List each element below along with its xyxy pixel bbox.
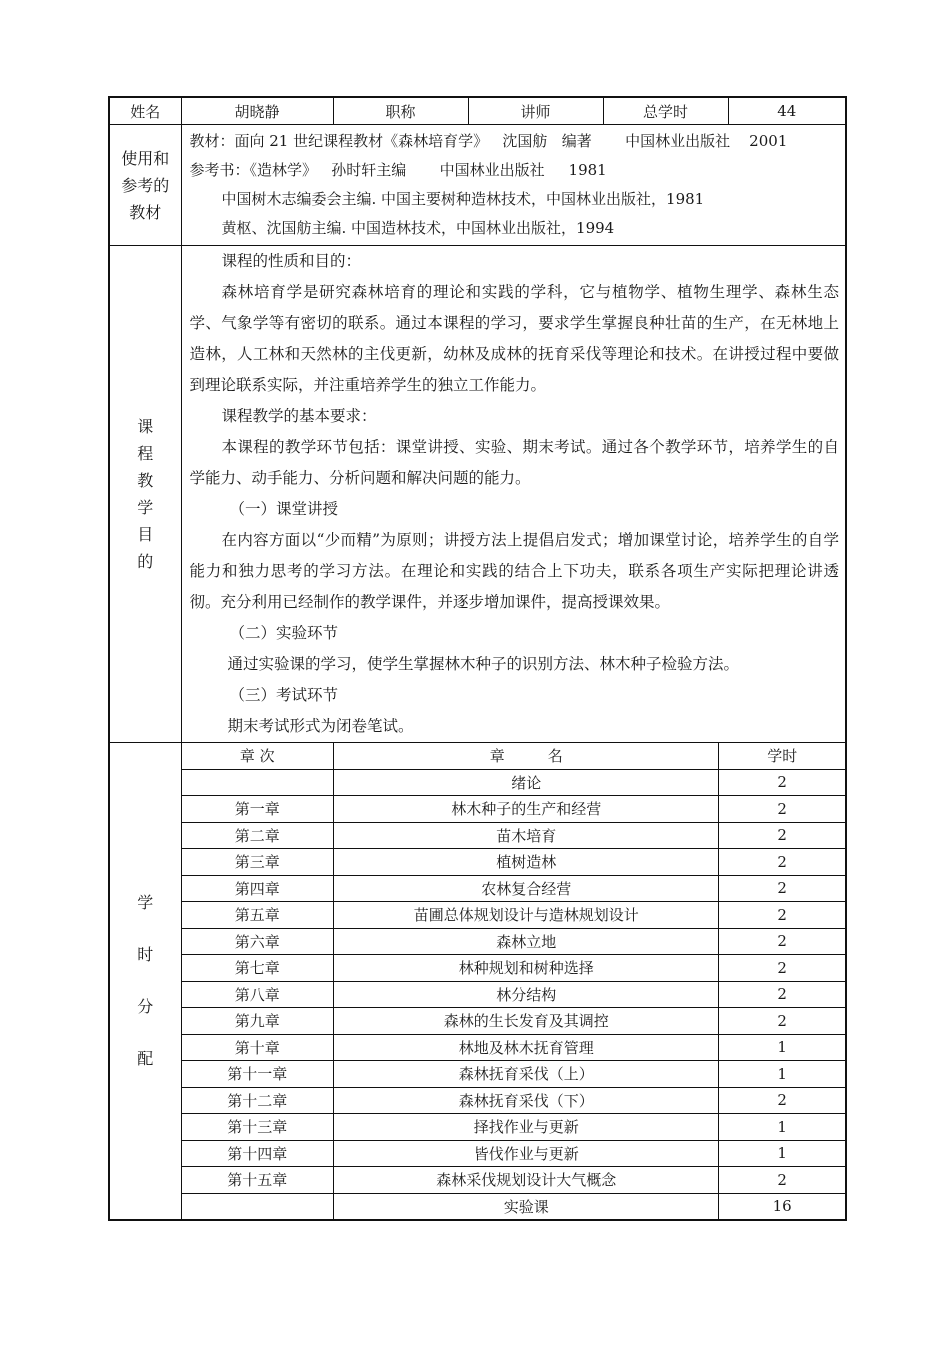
lab-heading: （二）实验环节 [229, 624, 339, 642]
chapter-cell: 第八章 [182, 981, 334, 1008]
table-row [182, 1008, 846, 1035]
hours-header-row [182, 743, 846, 769]
reference-line: 中国树木志编委会主编. 中国主要树种造林技术，中国林业出版社，1981 [221, 190, 705, 208]
table-row [182, 1061, 846, 1088]
chapter-cell: 第四章 [182, 875, 334, 902]
chapter-hours-cell: 1 [719, 1034, 845, 1061]
chapter-name-cell: 林种规划和树种选择 [334, 955, 719, 982]
chapter-cell: 第九章 [182, 1008, 334, 1035]
hours-label [109, 743, 181, 1221]
chapter-name-cell: 植树造林 [334, 849, 719, 876]
chapter-cell: 第十四章 [182, 1140, 334, 1167]
hours-label-char: 学 [137, 893, 154, 912]
goals-label [109, 246, 181, 743]
chapter-name-cell: 绪论 [334, 769, 719, 796]
goals-row [109, 246, 846, 743]
table-row [182, 1114, 846, 1141]
chapter-cell: 第十五章 [182, 1167, 334, 1194]
table-row [182, 928, 846, 955]
table-row [182, 796, 846, 823]
chapter-hours-cell: 2 [719, 796, 845, 823]
title-label: 职称 [333, 97, 468, 125]
chapter-name-cell: 农林复合经营 [334, 875, 719, 902]
col-name-header: 章 名 [334, 743, 719, 769]
goals-label-char: 课 [137, 417, 154, 436]
chapter-cell [182, 1193, 334, 1219]
chapter-name-cell: 林地及林木抚育管理 [334, 1034, 719, 1061]
course-info-table [108, 96, 847, 1221]
chapter-hours-cell: 1 [719, 1061, 845, 1088]
table-row [182, 1087, 846, 1114]
lecture-text: 在内容方面以“少而精”为原则；讲授方法上提倡启发式；增加课堂讨论，培养学生的自学能力和独力思考的学习方法。在理论和实践的结合上下功夫，联系各项生产实际把理论讲透彻。充分利用已经制作的教学课件，并逐步增加课件，提高授课效果。 [189, 531, 839, 611]
chapter-name-cell: 皆伐作业与更新 [334, 1140, 719, 1167]
hours-body [182, 769, 846, 1219]
chapter-name-cell: 森林的生长发育及其调控 [334, 1008, 719, 1035]
chapter-cell: 第二章 [182, 822, 334, 849]
reference-line: 黄枢、沈国舫主编. 中国造林技术，中国林业出版社，1994 [221, 219, 615, 237]
chapter-hours-cell: 2 [719, 1087, 845, 1114]
col-chapter-header: 章 次 [182, 743, 334, 769]
hours-label-char: 分 [137, 997, 154, 1016]
chapter-name-cell: 实验课 [334, 1193, 719, 1219]
goals-label-char: 程 [137, 444, 154, 463]
name-value: 胡晓静 [181, 97, 333, 125]
hours-label-char: 配 [137, 1049, 154, 1068]
chapter-cell: 第七章 [182, 955, 334, 982]
goals-label-char: 学 [137, 498, 154, 517]
chapter-hours-cell: 1 [719, 1114, 845, 1141]
hours-row [109, 743, 846, 1221]
materials-label [109, 125, 181, 246]
table-row [182, 875, 846, 902]
chapter-cell: 第十章 [182, 1034, 334, 1061]
lab-text: 通过实验课的学习，使学生掌握林木种子的识别方法、林木种子检验方法。 [227, 655, 740, 673]
goals-label-char: 教 [137, 471, 154, 490]
materials-row [109, 125, 846, 246]
table-row [182, 1193, 846, 1219]
materials-label-line: 使用和 [121, 148, 170, 168]
chapter-name-cell: 择找作业与更新 [334, 1114, 719, 1141]
chapter-cell: 第一章 [182, 796, 334, 823]
chapter-hours-cell: 2 [719, 822, 845, 849]
table-row [182, 822, 846, 849]
hours-label-char: 时 [137, 945, 154, 964]
chapter-name-cell: 森林抚育采伐（上） [334, 1061, 719, 1088]
nature-heading: 课程的性质和目的： [221, 252, 362, 270]
chapter-hours-cell: 2 [719, 1008, 845, 1035]
chapter-cell: 第五章 [182, 902, 334, 929]
chapter-hours-cell: 2 [719, 902, 845, 929]
chapter-hours-cell: 2 [719, 1167, 845, 1194]
table-row [182, 1167, 846, 1194]
goals-content [181, 246, 846, 743]
reference-line: 参考书：《造林学》 孙时轩主编 中国林业出版社 1981 [189, 161, 607, 179]
goals-label-char: 的 [137, 552, 154, 571]
chapter-name-cell: 林分结构 [334, 981, 719, 1008]
table-row [182, 981, 846, 1008]
chapter-cell: 第十一章 [182, 1061, 334, 1088]
title-value: 讲师 [468, 97, 603, 125]
chapter-name-cell: 森林抚育采伐（下） [334, 1087, 719, 1114]
name-label: 姓名 [109, 97, 181, 125]
materials-label-line: 教材 [129, 202, 162, 222]
chapter-name-cell: 森林立地 [334, 928, 719, 955]
header-row [109, 97, 846, 125]
chapter-cell: 第十三章 [182, 1114, 334, 1141]
chapter-hours-cell: 16 [719, 1193, 845, 1219]
chapter-hours-cell: 1 [719, 1140, 845, 1167]
chapter-hours-cell: 2 [719, 769, 845, 796]
table-row [182, 1034, 846, 1061]
goals-label-char: 目 [137, 525, 154, 544]
exam-heading: （三）考试环节 [229, 686, 339, 704]
materials-content [181, 125, 846, 246]
total-hours-label: 总学时 [603, 97, 728, 125]
requirements-text: 本课程的教学环节包括：课堂讲授、实验、期末考试。通过各个教学环节，培养学生的自学能力、动手能力、分析问题和解决问题的能力。 [189, 438, 839, 487]
table-row [182, 849, 846, 876]
requirements-heading: 课程教学的基本要求： [221, 407, 377, 425]
hours-table [182, 743, 846, 1219]
chapter-cell: 第十二章 [182, 1087, 334, 1114]
chapter-hours-cell: 2 [719, 955, 845, 982]
chapter-hours-cell: 2 [719, 875, 845, 902]
textbook-line: 教材：面向 21 世纪课程教材《森林培育学》 沈国舫 编著 中国林业出版社 2001 [189, 132, 788, 150]
chapter-hours-cell: 2 [719, 849, 845, 876]
table-row [182, 1140, 846, 1167]
chapter-hours-cell: 2 [719, 981, 845, 1008]
total-hours-value: 44 [728, 97, 846, 125]
lecture-heading: （一）课堂讲授 [229, 500, 339, 518]
exam-text: 期末考试形式为闭卷笔试。 [227, 717, 414, 735]
chapter-name-cell: 苗圃总体规划设计与造林规划设计 [334, 902, 719, 929]
chapter-hours-cell: 2 [719, 928, 845, 955]
chapter-cell: 第三章 [182, 849, 334, 876]
table-row [182, 955, 846, 982]
chapter-name-cell: 森林采伐规划设计大气概念 [334, 1167, 719, 1194]
hours-cell [181, 743, 846, 1221]
chapter-cell [182, 769, 334, 796]
table-row [182, 769, 846, 796]
col-hours-header: 学时 [719, 743, 845, 769]
chapter-cell: 第六章 [182, 928, 334, 955]
chapter-name-cell: 苗木培育 [334, 822, 719, 849]
table-row [182, 902, 846, 929]
materials-label-line: 参考的 [121, 175, 170, 195]
nature-text: 森林培育学是研究森林培育的理论和实践的学科，它与植物学、植物生理学、森林生态学、气象学等有密切的联系。通过本课程的学习，要求学生掌握良种壮苗的生产，在无林地上造林，人工林和天然林的主伐更新，幼林及成林的抚育采伐等理论和技术。在讲授过程中要做到理论联系实际，并注重培养学生的独立工作能力。 [189, 283, 839, 394]
chapter-name-cell: 林木种子的生产和经营 [334, 796, 719, 823]
